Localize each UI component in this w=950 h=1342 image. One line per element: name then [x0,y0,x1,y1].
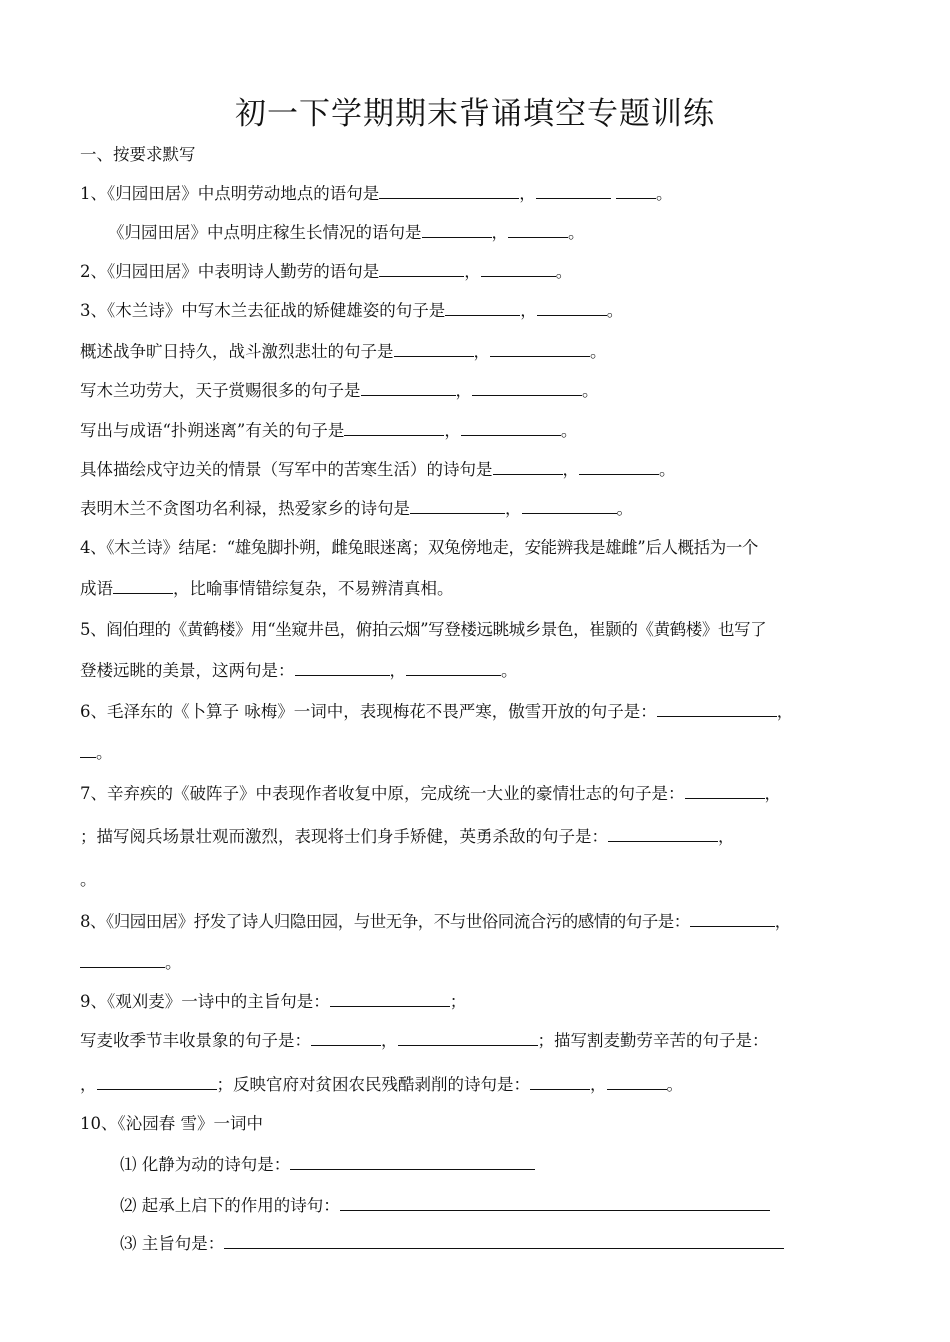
question-10-3 [120,1232,784,1256]
question-3f: 表明木兰不贪图功名利禄，热爱家乡的诗句是 ， 。 [80,499,633,518]
answer-blank[interactable] [290,1153,535,1170]
answer-blank[interactable] [530,1073,590,1090]
question-10-1 [120,1153,535,1177]
question-text: 写出与成语“扑朔迷离”有关的句子是 [80,421,345,440]
question-4b: 成语 ，比喻事情错综复杂，不易辨清真相。 [80,579,454,598]
question-3c: 写木兰功劳大，天子赏赐很多的句子是 ， 。 [80,381,599,400]
question-8: 8、《归园田居》抒发了诗人归隐田园，与世无争，不与世俗同流合污的感情的句子是： ， [80,912,791,931]
question-text: ；描写阅兵场景壮观而激烈，表现将士们身手矫健，英勇杀敌的句子是： [80,827,608,846]
answer-blank[interactable] [344,419,444,436]
answer-blank[interactable] [379,182,519,199]
question-text: ⑶ 主旨句是： [120,1234,225,1253]
question-4a: 4、《木兰诗》结尾：“雄兔脚扑朔，雌兔眼迷离；双兔傍地走，安能辨我是雄雌”后人概括为一个 [80,538,759,557]
question-text: 8、《归园田居》抒发了诗人归隐田园，与世无争，不与世俗同流合污的感情的句子是： [80,912,690,931]
answer-blank[interactable] [410,497,505,514]
answer-blank[interactable] [607,1073,667,1090]
answer-blank[interactable] [394,340,474,357]
answer-blank[interactable] [657,700,777,717]
answer-blank[interactable] [340,1194,770,1211]
answer-blank[interactable] [685,782,765,799]
answer-blank[interactable] [422,221,492,238]
section-heading: 一、按要求默写 [80,145,196,164]
question-1b: 《归园田居》中点明庄稼生长情况的语句是 ， 。 [108,223,585,242]
answer-blank[interactable] [113,577,173,594]
answer-blank[interactable] [579,458,659,475]
answer-blank[interactable] [616,182,656,199]
answer-blank[interactable] [224,1232,784,1249]
question-text: 《归园田居》中点明庄稼生长情况的语句是 [108,223,422,242]
answer-blank[interactable] [80,951,165,968]
answer-blank[interactable] [493,458,563,475]
answer-blank[interactable] [330,990,450,1007]
question-6: 6、毛泽东的《卜算子 咏梅》一词中，表现梅花不畏严寒，傲雪开放的句子是： ， [80,702,794,721]
answer-blank[interactable] [481,260,556,277]
question-8-cont: 。 [80,951,182,975]
answer-blank[interactable] [461,419,561,436]
answer-blank[interactable] [311,1029,381,1046]
answer-blank[interactable] [398,1029,538,1046]
question-text: 具体描绘戍守边关的情景（写军中的苦寒生活）的诗句是 [80,460,493,479]
question-3a: 3、《木兰诗》中写木兰去征战的矫健雄姿的句子是 ， 。 [80,301,624,320]
question-text: 1、《归园田居》中点明劳动地点的语句是 [80,184,380,203]
question-1a: 1、《归园田居》中点明劳动地点的语句是 ， 。 [80,184,673,203]
question-6-cont: 。 [80,741,113,765]
question-9b: 写麦收季节丰收景象的句子是： ， ；描写割麦勤劳辛苦的句子是： [80,1031,769,1050]
question-7b: ；描写阅兵场景壮观而激烈，表现将士们身手矫健，英勇杀敌的句子是： ， [80,827,735,846]
answer-blank[interactable] [295,659,390,676]
answer-blank[interactable] [97,1073,217,1090]
question-9c: ， ；反映官府对贫困农民残酷剥削的诗句是： ， 。 [80,1075,683,1094]
answer-blank[interactable] [536,182,611,199]
answer-blank[interactable] [608,825,718,842]
answer-blank[interactable] [379,260,464,277]
question-text: 表明木兰不贪图功名利禄，热爱家乡的诗句是 [80,499,410,518]
question-7-end: 。 [80,870,97,889]
question-3b: 概述战争旷日持久，战斗激烈悲壮的句子是 ， 。 [80,342,607,361]
question-text: 2、《归园田居》中表明诗人勤劳的语句是 [80,262,380,281]
question-text: 3、《木兰诗》中写木兰去征战的矫健雄姿的句子是 [80,301,446,320]
answer-blank[interactable] [80,741,96,758]
answer-blank[interactable] [522,497,617,514]
answer-blank[interactable] [490,340,590,357]
question-text: 6、毛泽东的《卜算子 咏梅》一词中，表现梅花不畏严寒，傲雪开放的句子是： [80,702,657,721]
question-10: 10、《沁园春 雪》一词中 [80,1114,263,1133]
question-9a: 9、《观刈麦》一诗中的主旨句是： ； [80,992,467,1011]
question-text: 写木兰功劳大，天子赏赐很多的句子是 [80,381,361,400]
question-10-2 [120,1194,770,1218]
question-5a: 5、阎伯理的《黄鹤楼》用“坐窥井邑，俯拍云烟”写登楼远眺城乡景色，崔颢的《黄鹤楼》也写了 [80,620,767,639]
question-2: 2、《归园田居》中表明诗人勤劳的语句是 ， 。 [80,262,573,281]
question-7a: 7、辛弃疾的《破阵子》中表现作者收复中原，完成统一大业的豪情壮志的句子是： ， [80,784,781,803]
page-title: 初一下学期期末背诵填空专题训练 [235,96,715,132]
question-text: ⑴ 化静为动的诗句是： [120,1155,291,1174]
question-5b: 登楼远眺的美景，这两句是： ， 。 [80,661,518,680]
question-text: 概述战争旷日持久，战斗激烈悲壮的句子是 [80,342,394,361]
answer-blank[interactable] [445,299,520,316]
answer-blank[interactable] [508,221,568,238]
question-text: ⑵ 起承上启下的作用的诗句： [120,1196,340,1215]
question-text: 7、辛弃疾的《破阵子》中表现作者收复中原，完成统一大业的豪情壮志的句子是： [80,784,685,803]
question-3e: 具体描绘戍守边关的情景（写军中的苦寒生活）的诗句是 ， 。 [80,460,676,479]
question-text: 9、《观刈麦》一诗中的主旨句是： [80,992,330,1011]
question-text: 写麦收季节丰收景象的句子是： [80,1031,311,1050]
answer-blank[interactable] [361,379,456,396]
question-3d: 写出与成语“扑朔迷离”有关的句子是 ， 。 [80,421,578,440]
answer-blank[interactable] [537,299,607,316]
answer-blank[interactable] [406,659,501,676]
answer-blank[interactable] [690,910,775,927]
answer-blank[interactable] [472,379,582,396]
